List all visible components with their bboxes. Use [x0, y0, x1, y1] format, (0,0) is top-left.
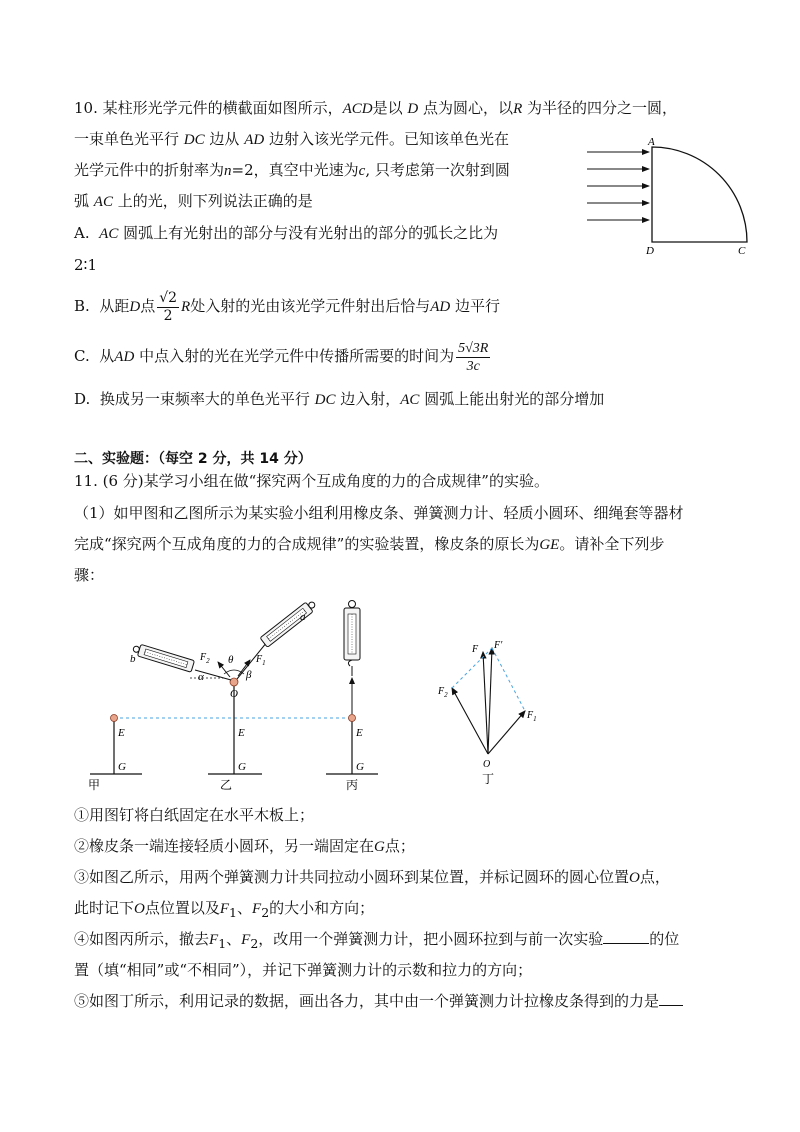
svg-text:丙: 丙	[346, 778, 359, 792]
label-d: D	[646, 245, 654, 257]
svg-text:b: b	[130, 653, 136, 665]
fraction-time: $\frac{5√3R}{3c}$	[458, 340, 489, 374]
svg-text:F1: $F_1$	[527, 710, 537, 723]
q10-line3: 光学元件中的折射率为n=2，真空中光速为c, 只考虑第一次射到圆	[74, 161, 510, 179]
quarter-circle-figure	[585, 130, 785, 260]
q11-line1: 11. (6 分)某学习小组在做“探究两个互成角度的力的合成规律”的实验。	[74, 472, 549, 490]
svg-text:E: E	[118, 727, 125, 739]
q10-option-d: D. 换成另一束频率大的单色光平行 DC 边入射，AC 圆弧上能出射光的部分增加	[74, 390, 605, 408]
q10-option-b: B. 从距D点 $\frac{√2}{2}$ R处入射的光由该光学元件射出后恰与AD 边平行	[74, 289, 501, 324]
svg-text:G: G	[356, 761, 364, 773]
force-diagram-ding	[437, 640, 537, 786]
q10-option-a: A. AC 圆弧上有光射出的部分与没有光射出的部分的弧长之比为	[74, 224, 499, 242]
q11-line4: 骤：	[74, 566, 105, 584]
svg-text:G: G	[238, 761, 246, 773]
q10-line2: 一束单色光平行 DC 边从 AD 边射入该光学元件。已知该单色光在	[74, 130, 510, 148]
step-2: ②橡皮条一端连接轻质小圆环，另一端固定在G点；	[74, 837, 415, 855]
svg-text:F: F	[472, 644, 479, 655]
q10-option-c: C. 从AD 中点入射的光在光学元件中传播所需要的时间为 $\frac{5√3R}{3c}$	[74, 340, 489, 374]
experiment-figure	[80, 596, 560, 806]
answer-blank-position[interactable]	[603, 929, 649, 944]
svg-text:F1: $F_1$	[256, 654, 266, 667]
answer-blank-force[interactable]	[659, 991, 683, 1006]
svg-text:α: α	[198, 671, 204, 683]
step-5: ⑤如图丁所示，利用记录的数据，画出各力，其中由一个弹簧测力计拉橡皮条得到的力是	[74, 990, 683, 1012]
step-4-cont: 置（填“相同”或“不相同”），并记下弹簧测力计的示数和拉力的方向；	[74, 961, 533, 979]
setup-bing	[326, 601, 378, 793]
svg-text:β: β	[246, 669, 252, 681]
step-1: ①用图钉将白纸固定在水平木板上；	[74, 806, 315, 824]
label-a: A	[648, 136, 655, 148]
step-3: ③如图乙所示，用两个弹簧测力计共同拉动小圆环到某位置，并标记圆环的圆心位置O点，	[74, 868, 670, 886]
svg-text:甲: 甲	[88, 778, 101, 792]
svg-text:丁: 丁	[482, 772, 495, 786]
q10-line1: 10. 某柱形光学元件的横截面如图所示，ACD是以 D 点为圆心，以R 为半径的四分之一圆，	[74, 99, 678, 117]
step-4: ④如图丙所示，撤去$F_1$、$F_2$，改用一个弹簧测力计，把小圆环拉到与前一次实验 的位	[74, 930, 680, 951]
svg-text:θ: θ	[228, 654, 234, 666]
q11-line2: （1）如甲图和乙图所示为某实验小组利用橡皮条、弹簧测力计、轻质小圆环、细绳套等器材	[74, 504, 684, 522]
svg-text:F2: $F_2$	[438, 686, 448, 699]
svg-text:E: E	[238, 727, 245, 739]
q10-option-a-ratio: 2∶1	[74, 256, 97, 274]
quarter-circle-shape	[652, 147, 747, 242]
incident-rays	[587, 152, 649, 220]
svg-text:F′: F′	[494, 640, 503, 651]
setup-jia	[88, 715, 142, 793]
svg-text:O: O	[230, 688, 238, 700]
q11-line3: 完成“探究两个互成角度的力的合成规律”的实验装置，橡皮条的原长为GE。请补全下列步	[74, 535, 665, 553]
svg-text:E: E	[356, 727, 363, 739]
label-c: C	[738, 245, 746, 257]
q10-line4: 弧 AC 上的光，则下列说法正确的是	[74, 192, 313, 210]
svg-text:乙: 乙	[220, 778, 233, 792]
fraction-sqrt2-over-2: $\frac{√2}{2}$	[159, 289, 178, 324]
svg-text:G: G	[118, 761, 126, 773]
setup-yi	[130, 598, 318, 792]
svg-text:O: O	[483, 759, 491, 770]
svg-text:F2: $F_2$	[200, 652, 210, 665]
svg-text:a: a	[300, 611, 306, 623]
section-heading: 二、实验题：（每空 2 分，共 14 分）	[74, 451, 312, 467]
step-3-cont: 此时记下O点位置以及$F_1$、$F_2$的大小和方向；	[74, 899, 375, 920]
